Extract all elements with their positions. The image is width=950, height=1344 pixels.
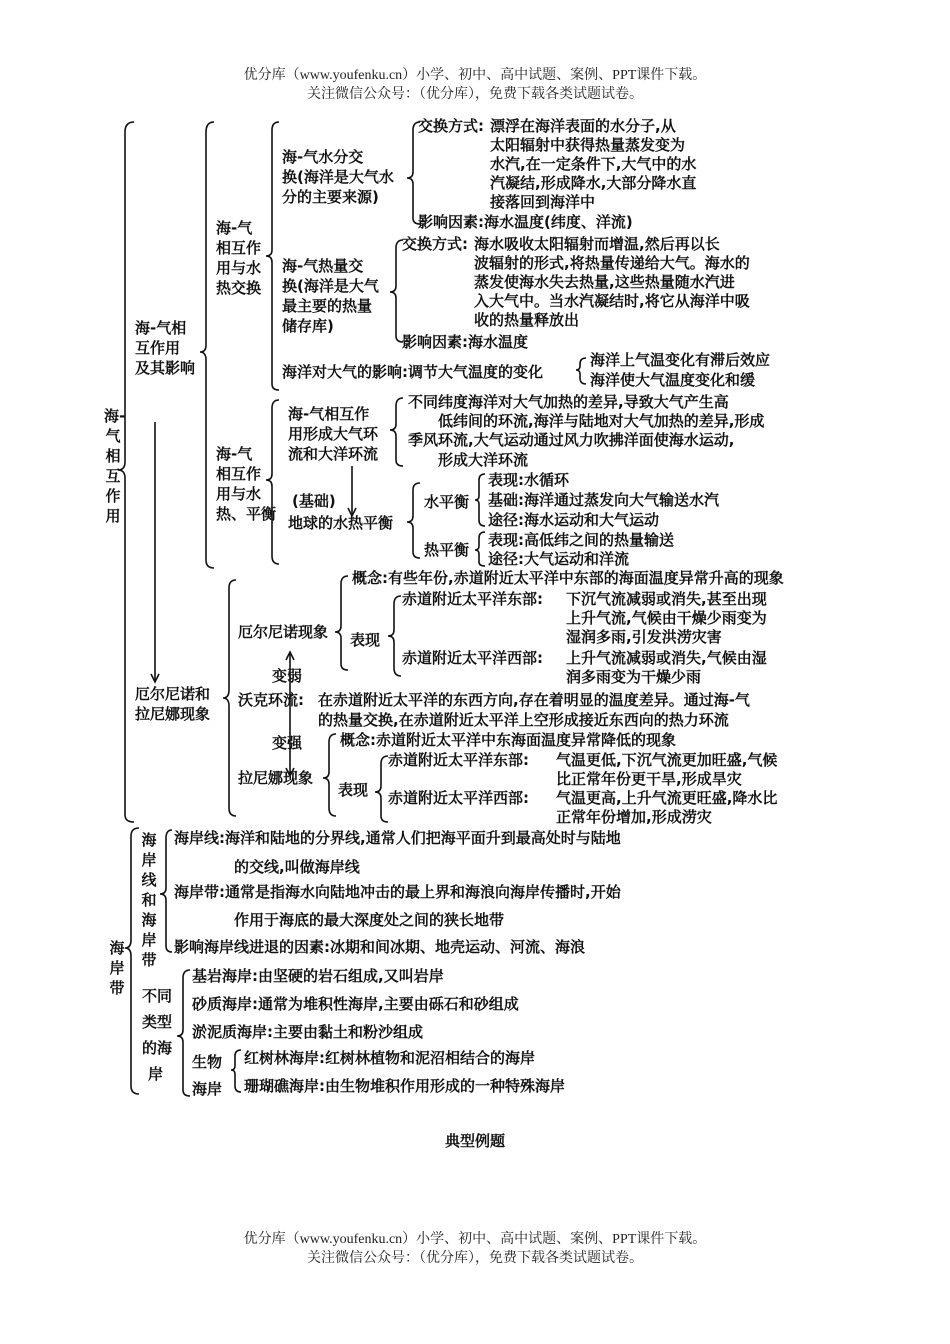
weaken-label: 变弱 xyxy=(272,667,303,685)
l2-water-heat-2: 相互作 xyxy=(216,239,262,257)
coast-factors: 影响海岸线进退的因素:冰期和间冰期、地壳运动、河流、海浪 xyxy=(174,938,586,956)
bio-type-2: 珊瑚礁海岸:由生物堆积作用形成的一种特殊海岸 xyxy=(244,1077,566,1095)
lanina-west-label: 赤道附近太平洋西部: xyxy=(388,789,529,807)
header-line-1: 优分库（www.youfenku.cn）小学、初中、高中试题、案例、PPT课件下载。 xyxy=(243,68,707,83)
strengthen-label: 变强 xyxy=(272,734,303,752)
section-title: 典型例题 xyxy=(444,1132,505,1150)
walker-text-2: 的热量交换,在赤道附近太平洋上空形成接近东西向的热力环流 xyxy=(318,711,729,729)
circulation-title-1: 海-气相互作 xyxy=(288,405,370,423)
heat-balance-2: 途径:大气运动和洋流 xyxy=(488,550,629,568)
water-mode-4: 汽凝结,形成降水,大部分降水直 xyxy=(490,174,697,192)
coast-group2-4: 岸 xyxy=(148,1065,164,1083)
heat-balance-1: 表现:高低纬之间的热量输送 xyxy=(488,531,674,549)
water-factor: 影响因素:海水温度(纬度、洋流) xyxy=(418,213,633,231)
coast-group2-1: 不同 xyxy=(142,987,173,1005)
water-balance-3: 途径:海水运动和大气运动 xyxy=(488,511,659,529)
l1b-line-1: 厄尔尼诺和 xyxy=(135,685,211,703)
ocean-effect-label: 海洋对大气的影响:调节大气温度的变化 xyxy=(282,363,544,381)
coastzone-1: 海岸带:通常是指海水向陆地冲击的最上界和海浪向海岸传播时,开始 xyxy=(174,883,621,901)
l2-balance-2: 相互作 xyxy=(216,465,262,483)
root-label: 海-气相互作用 xyxy=(104,407,126,525)
lanina-show-label: 表现 xyxy=(338,781,369,799)
bracket-circulation xyxy=(390,398,403,466)
coastzone-2: 作用于海底的最大深度处之间的狭长地带 xyxy=(234,911,505,929)
lanina-concept: 概念:赤道附近太平洋中东海面温度异常降低的现象 xyxy=(340,731,677,749)
lanina-west-1: 气温更高,上升气流更旺盛,降水比 xyxy=(556,789,778,807)
bracket-heat xyxy=(390,240,403,342)
elnino-west-1: 上升气流减弱或消失,气候由湿 xyxy=(566,649,767,667)
coastline-2: 的交线,叫做海岸线 xyxy=(234,858,360,876)
water-mode-2: 太阳辐射中获得热量蒸发变为 xyxy=(490,136,686,154)
bracket-coast-group1 xyxy=(160,830,172,952)
elnino-concept: 概念:有些年份,赤道附近太平洋中东部的海面温度异常升高的现象 xyxy=(352,569,784,587)
coast-type-1: 基岩海岸:由坚硬的岩石组成,又叫岩岸 xyxy=(192,967,444,985)
water-balance-2: 基础:海洋通过蒸发向大气输送水汽 xyxy=(488,491,720,509)
bracket-coast xyxy=(125,828,139,1094)
heat-title-3: 最主要的热量 xyxy=(282,297,373,315)
bracket-l1a xyxy=(200,122,214,568)
water-mode-label: 交换方式: xyxy=(418,117,484,135)
ocean-effect-2: 海洋使大气温度变化和缓 xyxy=(590,371,756,389)
elnino-show-label: 表现 xyxy=(350,631,381,649)
bracket-water-balance xyxy=(475,474,485,526)
heat-mode-2: 波辐射的形式,将热量传递给大气。海水的 xyxy=(474,254,750,272)
heat-mode-4: 入大气中。当水汽凝结时,将它从海洋中吸 xyxy=(474,292,750,310)
bracket-elnino-show xyxy=(388,596,401,676)
circulation-text-2: 低纬间的环流,海洋与陆地对大气加热的差异,形成 xyxy=(438,412,765,430)
elnino-west-label: 赤道附近太平洋西部: xyxy=(402,649,543,667)
l2-water-heat-3: 用与水 xyxy=(216,259,262,277)
lanina-east-2: 比正常年份更干旱,形成旱灾 xyxy=(556,770,742,788)
coast-group2-3: 的海 xyxy=(142,1039,173,1057)
water-mode-3: 水汽,在一定条件下,大气中的水 xyxy=(490,155,697,173)
bio-label-1: 生物 xyxy=(192,1053,223,1071)
coast-type-2: 砂质海岸:通常为堆积性海岸,主要由砾石和砂组成 xyxy=(192,995,519,1013)
elnino-east-1: 下沉气流减弱或消失,甚至出现 xyxy=(566,590,767,608)
walker-text-1: 在赤道附近太平洋的东西方向,存在着明显的温度差异。通过海-气 xyxy=(318,691,750,709)
bracket-balance xyxy=(266,400,279,564)
footer-line-1: 优分库（www.youfenku.cn）小学、初中、高中试题、案例、PPT课件下载。 xyxy=(243,1232,707,1247)
circulation-title-3: 流和大洋环流 xyxy=(288,445,379,463)
coast-group2-2: 类型 xyxy=(142,1013,173,1031)
elnino-east-2: 上升气流,气候由干燥少雨变为 xyxy=(566,609,767,627)
elnino-west-2: 润多雨变为干燥少雨 xyxy=(566,668,702,686)
heat-balance-label: 热平衡 xyxy=(424,541,470,559)
lanina-label: 拉尼娜现象 xyxy=(238,769,314,787)
circulation-text-1: 不同纬度海洋对大气加热的差异,导致大气产生高 xyxy=(408,393,729,411)
heat-title-2: 换(海洋是大气 xyxy=(282,277,379,295)
header-line-2: 关注微信公众号：（优分库），免费下载各类试题试卷。 xyxy=(307,87,643,102)
bracket-l1b xyxy=(223,580,236,816)
l2-water-heat-1: 海-气 xyxy=(216,219,253,237)
lanina-west-2: 正常年份增加,形成涝灾 xyxy=(556,808,712,826)
l1b-line-2: 拉尼娜现象 xyxy=(135,705,211,723)
l2-balance-3: 用与水 xyxy=(216,485,262,503)
bracket-bio xyxy=(231,1050,241,1092)
bracket-water xyxy=(407,122,420,224)
heat-mode-1: 海水吸收太阳辐射而增温,然后再以长 xyxy=(474,235,720,253)
water-balance-1: 表现:水循环 xyxy=(488,471,569,489)
coast-type-3: 淤泥质海岸:主要由黏土和粉沙组成 xyxy=(192,1023,424,1041)
bracket-water-heat xyxy=(266,122,279,390)
elnino-east-3: 湿润多雨,引发洪涝灾害 xyxy=(566,628,722,646)
l2-balance-4: 热、平衡 xyxy=(216,505,277,523)
bracket-ocean-effect xyxy=(576,358,586,384)
lanina-east-label: 赤道附近太平洋东部: xyxy=(388,751,529,769)
coast-group1: 海岸线和海岸带 xyxy=(141,831,157,969)
l2-balance-1: 海-气 xyxy=(216,445,253,463)
lanina-east-1: 气温更低,下沉气流更加旺盛,气候 xyxy=(556,751,778,769)
circulation-text-3: 季风环流,大气运动通过风力吹拂洋面使海水运动, xyxy=(408,431,735,449)
bracket-coast-group2 xyxy=(177,970,190,1096)
circulation-text-4: 形成大洋环流 xyxy=(438,451,529,469)
bio-label-2: 海岸 xyxy=(192,1080,223,1098)
water-mode-1: 漂浮在海洋表面的水分子,从 xyxy=(490,117,676,135)
bracket-lanina xyxy=(323,734,336,816)
water-balance-label: 水平衡 xyxy=(424,493,470,511)
coastline-1: 海岸线:海洋和陆地的分界线,通常人们把海平面升到最高处时与陆地 xyxy=(174,829,621,847)
heat-mode-label: 交换方式: xyxy=(402,235,468,253)
heat-title-4: 储存库) xyxy=(282,317,334,335)
footer-line-2: 关注微信公众号：（优分库），免费下载各类试题试卷。 xyxy=(307,1251,643,1266)
water-title-3: 分的主要来源) xyxy=(282,188,379,206)
walker-label: 沃克环流: xyxy=(238,691,304,709)
elnino-label: 厄尔尼诺现象 xyxy=(238,623,329,641)
bracket-heat-balance xyxy=(475,532,485,566)
coast-root: 海岸带 xyxy=(109,939,125,997)
bracket-water-heat-balance xyxy=(407,483,420,558)
water-mode-5: 接落回到海洋中 xyxy=(490,193,596,211)
heat-mode-5: 收的热量释放出 xyxy=(474,311,580,329)
l1a-line-2: 互作用 xyxy=(135,339,181,357)
water-title-2: 换(海洋是大气水 xyxy=(282,168,394,186)
l1a-line-3: 及其影响 xyxy=(135,359,196,377)
l2-water-heat-4: 热交换 xyxy=(216,279,262,297)
circulation-title-2: 用形成大气环 xyxy=(288,425,379,443)
bio-type-1: 红树林海岸:红树林植物和泥沼相结合的海岸 xyxy=(244,1049,536,1067)
heat-mode-3: 蒸发使海水失去热量,这些热量随水汽进 xyxy=(474,273,735,291)
bracket-lanina-show xyxy=(375,756,388,822)
elnino-east-label: 赤道附近太平洋东部: xyxy=(402,590,543,608)
basis-label: (基础) xyxy=(292,492,336,510)
heat-factor: 影响因素:海水温度 xyxy=(402,333,528,351)
ocean-effect-1: 海洋上气温变化有滞后效应 xyxy=(590,351,771,369)
bracket-elnino xyxy=(335,576,348,670)
heat-title-1: 海-气热量交 xyxy=(282,257,364,275)
l1a-line-1: 海-气相 xyxy=(135,319,187,337)
water-title-1: 海-气水分交 xyxy=(282,148,364,166)
balance-label: 地球的水热平衡 xyxy=(288,514,394,532)
